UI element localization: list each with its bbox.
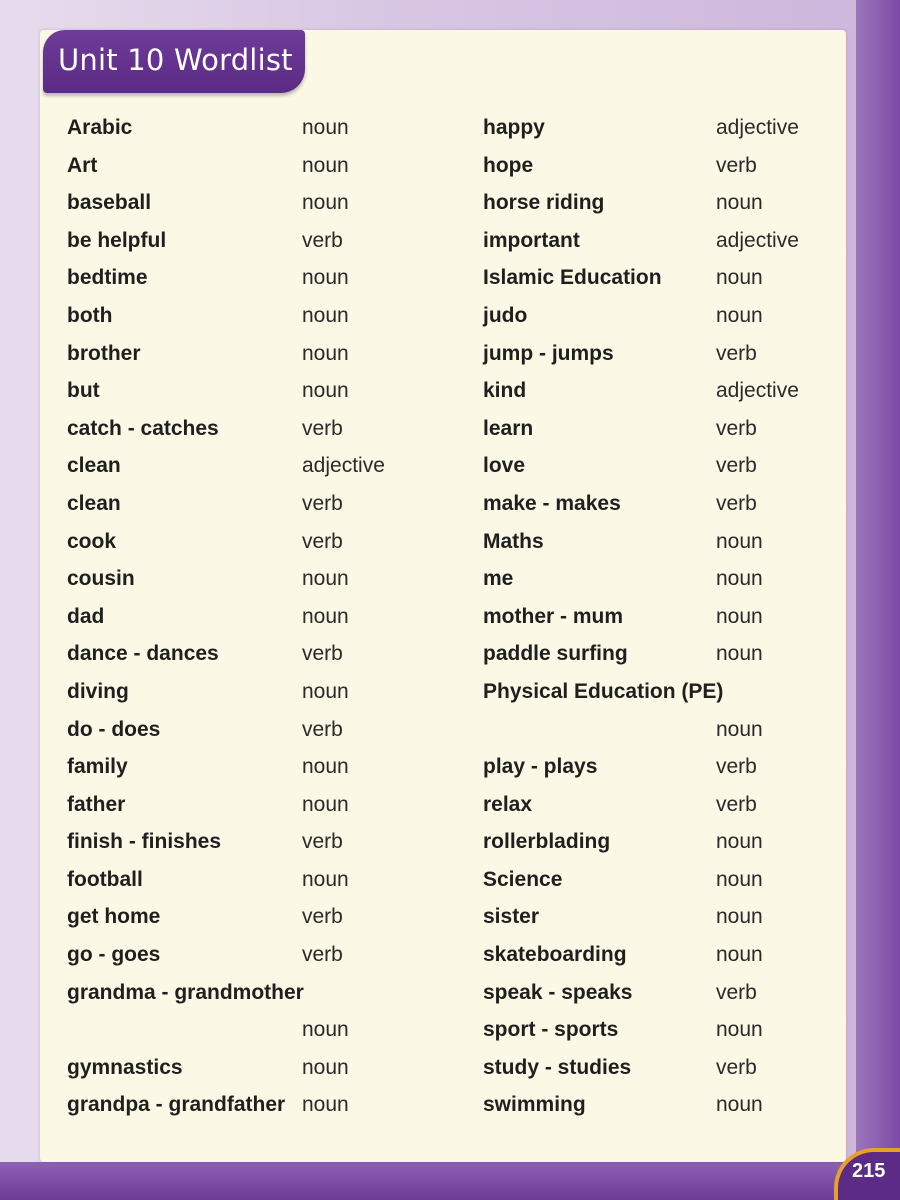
word-type: verb (302, 717, 343, 741)
word-type: verb (716, 755, 757, 779)
wordlist-entry (67, 563, 447, 601)
word-term: clean (67, 491, 121, 515)
wordlist-entry (483, 714, 828, 752)
word-type: noun (302, 379, 349, 403)
word-type: noun (302, 604, 349, 628)
wordlist-entry (67, 714, 447, 752)
word-term: skateboarding (483, 943, 627, 967)
wordlist-entry (483, 939, 828, 977)
bottom-border (0, 1162, 900, 1200)
wordlist-entry (67, 150, 447, 188)
wordlist-entry (483, 262, 828, 300)
word-type: verb (716, 416, 757, 440)
word-type: noun (302, 867, 349, 891)
wordlist-entry (67, 375, 447, 413)
wordlist-entry (483, 225, 828, 263)
wordlist-entry (67, 901, 447, 939)
word-term: family (67, 755, 128, 779)
wordlist-entry (483, 864, 828, 902)
word-type: noun (302, 755, 349, 779)
word-type: verb (302, 905, 343, 929)
word-term: love (483, 454, 526, 478)
word-term: baseball (67, 191, 152, 215)
wordlist-entry (67, 864, 447, 902)
word-term: dance - dances (67, 642, 219, 666)
word-type: verb (302, 943, 343, 967)
word-term: sister (483, 905, 540, 929)
word-type: adjective (716, 379, 799, 403)
word-type: noun (302, 341, 349, 365)
word-type: noun (302, 1018, 349, 1042)
wordlist-entry (67, 789, 447, 827)
word-term: brother (67, 341, 141, 365)
word-term: rollerblading (483, 830, 611, 854)
wordlist-entry (67, 187, 447, 225)
word-term: catch - catches (67, 416, 219, 440)
word-term: Science (483, 867, 563, 891)
word-term: judo (483, 303, 528, 327)
word-term: hope (483, 153, 534, 177)
word-term: happy (483, 116, 545, 139)
wordlist-entry (483, 338, 828, 376)
word-type: noun (716, 642, 763, 666)
wordlist-entry (67, 488, 447, 526)
word-term: bedtime (67, 266, 148, 290)
wordlist-entry (483, 901, 828, 939)
word-type: noun (716, 905, 763, 929)
wordlist-entry (67, 939, 447, 977)
word-term: learn (483, 416, 534, 440)
wordlist-entry (67, 225, 447, 263)
word-term: dad (67, 604, 105, 628)
word-type: adjective (716, 228, 799, 252)
word-type: noun (716, 867, 763, 891)
word-type: noun (302, 266, 349, 290)
word-term: clean (67, 454, 121, 478)
word-term: me (483, 567, 514, 591)
word-term: horse riding (483, 191, 605, 215)
page-number: 215 (852, 1160, 886, 1182)
word-type: verb (302, 642, 343, 666)
wordlist-left-column (67, 112, 447, 1127)
word-term: speak - speaks (483, 980, 633, 1004)
word-type: verb (302, 416, 343, 440)
word-type: noun (716, 303, 763, 327)
word-term: swimming (483, 1093, 586, 1117)
word-type: noun (302, 679, 349, 703)
wordlist-entry (483, 1052, 828, 1090)
wordlist-entry (67, 638, 447, 676)
word-type: verb (716, 792, 757, 816)
word-type: noun (716, 529, 763, 553)
word-term: do - does (67, 717, 161, 741)
wordlist-entry (483, 526, 828, 564)
word-type: adjective (716, 116, 799, 139)
word-type: noun (716, 191, 763, 215)
wordlist-entry (67, 826, 447, 864)
word-type: noun (716, 717, 763, 741)
word-type: noun (302, 792, 349, 816)
wordlist-entry (483, 638, 828, 676)
word-type: noun (716, 830, 763, 854)
word-type: noun (716, 266, 763, 290)
word-term: get home (67, 905, 161, 929)
word-term: grandma - grandmother (67, 980, 304, 1004)
wordlist-entry (67, 300, 447, 338)
wordlist-entry (67, 1089, 447, 1127)
wordlist-entry (483, 1089, 828, 1127)
word-type: noun (716, 604, 763, 628)
wordlist-entry (483, 826, 828, 864)
word-type: verb (716, 491, 757, 515)
wordlist-right-column (483, 112, 828, 1127)
word-term: play - plays (483, 755, 598, 779)
wordlist-entry (483, 150, 828, 188)
wordlist-entry (67, 413, 447, 451)
word-type: noun (302, 191, 349, 215)
word-term: sport - sports (483, 1018, 619, 1042)
word-type: verb (302, 228, 343, 252)
word-term: jump - jumps (483, 341, 614, 365)
word-type: noun (302, 1055, 349, 1079)
word-term: diving (67, 679, 129, 703)
wordlist-entry (483, 187, 828, 225)
word-term: be helpful (67, 228, 167, 252)
word-type: noun (302, 567, 349, 591)
word-term: cousin (67, 567, 135, 591)
word-term: mother - mum (483, 604, 624, 628)
wordlist-entry (67, 450, 447, 488)
page-title: Unit 10 Wordlist (58, 43, 293, 77)
word-term: study - studies (483, 1055, 632, 1079)
word-term: relax (483, 792, 533, 816)
word-type: adjective (302, 454, 385, 478)
wordlist-entry (483, 413, 828, 451)
word-type: verb (716, 980, 757, 1004)
wordlist-entry (67, 526, 447, 564)
word-type: noun (302, 116, 349, 139)
wordlist-entry (67, 1052, 447, 1090)
wordlist-entry (483, 1014, 828, 1052)
word-term: gymnastics (67, 1055, 183, 1079)
word-type: verb (302, 491, 343, 515)
word-type: verb (716, 341, 757, 365)
wordlist-entry (67, 977, 447, 1015)
word-type: noun (302, 303, 349, 327)
word-type: verb (302, 529, 343, 553)
side-border (856, 0, 900, 1200)
word-term: make - makes (483, 491, 621, 515)
wordlist-entry (483, 488, 828, 526)
word-type: noun (302, 153, 349, 177)
word-term: finish - finishes (67, 830, 222, 854)
word-term: Art (67, 153, 98, 177)
word-type: noun (716, 1018, 763, 1042)
word-type: noun (716, 567, 763, 591)
word-term: paddle surfing (483, 642, 628, 666)
word-type: verb (716, 1055, 757, 1079)
word-term: Arabic (67, 116, 133, 139)
word-term: cook (67, 529, 117, 553)
word-type: noun (716, 1093, 763, 1117)
wordlist-entry (67, 751, 447, 789)
wordlist-entry (483, 300, 828, 338)
wordlist-entry (67, 262, 447, 300)
word-term: both (67, 303, 113, 327)
wordlist-entry (67, 601, 447, 639)
word-type: noun (302, 1093, 349, 1117)
word-term: important (483, 228, 580, 252)
wordlist-entry (483, 450, 828, 488)
wordlist-entry (67, 112, 447, 150)
word-type: verb (302, 830, 343, 854)
wordlist-entry (483, 601, 828, 639)
wordlist-entry (483, 676, 828, 714)
word-term: Maths (483, 529, 544, 553)
word-term: go - goes (67, 943, 161, 967)
word-term: father (67, 792, 126, 816)
word-type: verb (716, 153, 757, 177)
word-type: noun (716, 943, 763, 967)
wordlist-entry (483, 112, 828, 150)
wordlist-entry (483, 751, 828, 789)
wordlist-entry (483, 977, 828, 1015)
word-term: football (67, 867, 143, 891)
word-term: kind (483, 379, 527, 403)
word-type: verb (716, 454, 757, 478)
wordlist-entry (67, 1014, 447, 1052)
wordlist-entry (483, 563, 828, 601)
wordlist-entry (483, 789, 828, 827)
wordlist-entry (67, 338, 447, 376)
word-term: but (67, 379, 100, 403)
wordlist-entry (483, 375, 828, 413)
word-term: Physical Education (PE) (483, 679, 724, 703)
word-term: Islamic Education (483, 266, 662, 290)
word-term: grandpa - grandfather (67, 1093, 286, 1117)
wordlist-entry (67, 676, 447, 714)
